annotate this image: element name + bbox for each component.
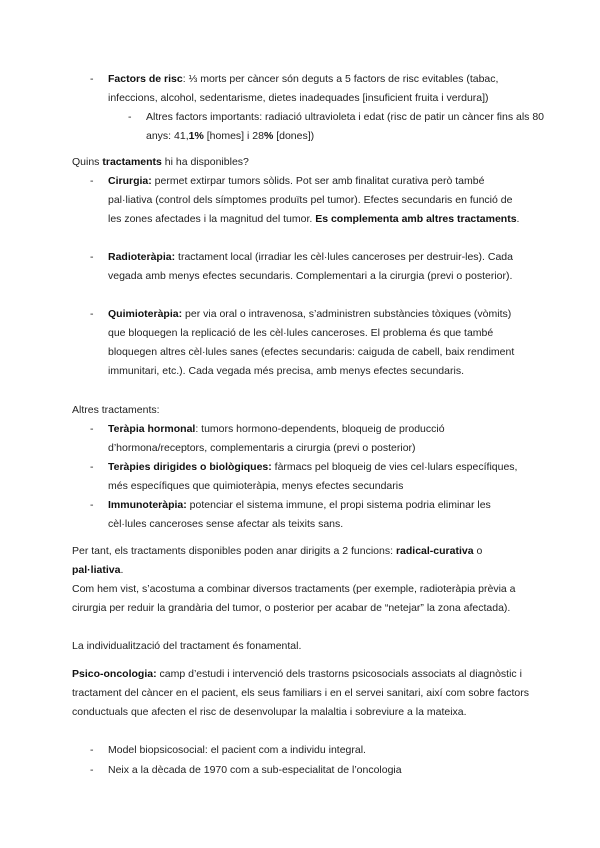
bullet-dash: - <box>90 744 94 756</box>
treatment-functions-paragraph <box>72 542 522 580</box>
bullet-dash: - <box>90 73 94 85</box>
immunotherapy-item <box>108 496 528 534</box>
bullet-dash: - <box>90 175 94 187</box>
hormonal-term: Teràpia hormonal <box>108 423 196 435</box>
bullet-dash: - <box>90 251 94 263</box>
hormonal-therapy-item <box>108 420 528 458</box>
radiotherapy-item <box>108 248 528 286</box>
risk-sub-pct-women: % <box>263 130 274 142</box>
p1-bold-b: radical-curativa <box>395 545 474 557</box>
q-text-a: Quins <box>72 156 103 168</box>
immunotherapy-text: potenciar el sistema immune, el propi sistema podria eliminar les cèl·lules canceroses sense afectar als teixits sans. <box>108 499 491 530</box>
risk-sub-pct-men: 1% <box>188 130 204 142</box>
immunotherapy-term: Immunoteràpia: <box>108 499 187 511</box>
p1-text-c: o <box>473 545 483 557</box>
targeted-text: fàrmacs pel bloqueig de vies cel·lulars específiques, més específiques que quimioteràpia, menys efectes secundaris <box>108 461 518 492</box>
risk-sub-text: Altres factors importants: radiació ultravioleta i edat (risc de patir un càncer fins als 80 anys: 41, <box>146 111 545 142</box>
hormonal-text: : tumors hormono-dependents, bloqueig de producció d’hormona/receptors, complementaris a cirurgia (previ o posterior) <box>108 423 445 454</box>
p1-bold-d: pal·liativa <box>72 564 121 576</box>
q-bold: tractaments <box>102 156 162 168</box>
risk-sub-text-3: [dones]) <box>273 130 315 142</box>
surgery-text: permet extirpar tumors sòlids. Pot ser amb finalitat curativa però també pal·liativa (control dels símptomes produïts pel tumor). Efectes secundaris en funció de les zones afectades i la magnitud del tumor. <box>108 175 513 225</box>
chemotherapy-item <box>108 305 528 381</box>
risk-factors-subitem <box>146 108 546 146</box>
targeted-term: Teràpies dirigides o biològiques: <box>108 461 272 473</box>
risk-factors-text: : ⅓ morts per càncer són deguts a 5 factors de risc evitables (tabac, infeccions, alcohol, sedentarisme, dietes inadequades [insuficient fruita i verdura]) <box>108 73 499 104</box>
p1-text-e: . <box>120 564 124 576</box>
surgery-term: Cirurgia: <box>108 175 152 187</box>
bullet-dash: - <box>90 461 94 473</box>
risk-sub-text-2: [homes] i 28 <box>203 130 264 142</box>
surgery-item <box>108 172 528 229</box>
psycho-oncology-paragraph <box>72 665 532 722</box>
other-treatments-heading: Altres tractaments: <box>72 404 160 416</box>
surgery-bold-end: Es complementa amb altres tractaments <box>315 213 517 225</box>
bullet-dash: - <box>90 423 94 435</box>
treatments-question <box>72 153 249 172</box>
psycho-oncology-term: Psico-oncologia: <box>72 668 157 680</box>
chemotherapy-term: Quimioteràpia: <box>108 308 183 320</box>
individualization-paragraph: La individualització del tractament és fonamental. <box>72 640 302 652</box>
bullet-dash: - <box>90 308 94 320</box>
p1-text-a: Per tant, els tractaments disponibles poden anar dirigits a 2 funcions: <box>72 545 396 557</box>
bullet-dash: - <box>128 111 132 123</box>
bullet-dash: - <box>90 499 94 511</box>
radiotherapy-text: tractament local (irradiar les cèl·lules canceroses per destruir-les). Cada vegada amb menys efectes secundaris. Complementari a la cirurgia (previ o posterior). <box>108 251 513 282</box>
q-text-c: hi ha disponibles? <box>161 156 249 168</box>
targeted-therapy-item <box>108 458 528 496</box>
chemotherapy-text: per via oral o intravenosa, s’administren substàncies tòxiques (vòmits) que bloquegen la replicació de les cèl·lules canceroses. El problema és que també bloquegen altres cèl·lules sanes (efectes secundaris: caiguda de cabell, baix rendiment immunitari, etc.). Cada vegada més precisa, amb menys efectes secundaris. <box>108 308 515 377</box>
psycho-oncology-list-item: Model biopsicosocial: el pacient com a individu integral. <box>108 744 366 756</box>
radiotherapy-term: Radioteràpia: <box>108 251 176 263</box>
psycho-oncology-text: camp d’estudi i intervenció dels trastorns psicosocials associats al diagnòstic i tractament del càncer en el pacient, els seus familiars i en el servei sanitari, així com sobre factors conductuals que afecten el risc de desenvolupar la malaltia i sobreviure a la mateixa. <box>72 668 529 718</box>
risk-factors-item <box>108 70 538 108</box>
combination-paragraph: Com hem vist, s’acostuma a combinar diversos tractaments (per exemple, radioteràpia prèvia a cirurgia per reduir la grandària del tumor, o posterior per acabar de “netejar” la zona afectada). <box>72 583 516 614</box>
risk-factors-term: Factors de risc <box>108 73 183 85</box>
bullet-dash: - <box>90 764 94 776</box>
surgery-end: . <box>516 213 520 225</box>
psycho-oncology-list-item: Neix a la dècada de 1970 com a sub-especialitat de l’oncologia <box>108 764 402 776</box>
